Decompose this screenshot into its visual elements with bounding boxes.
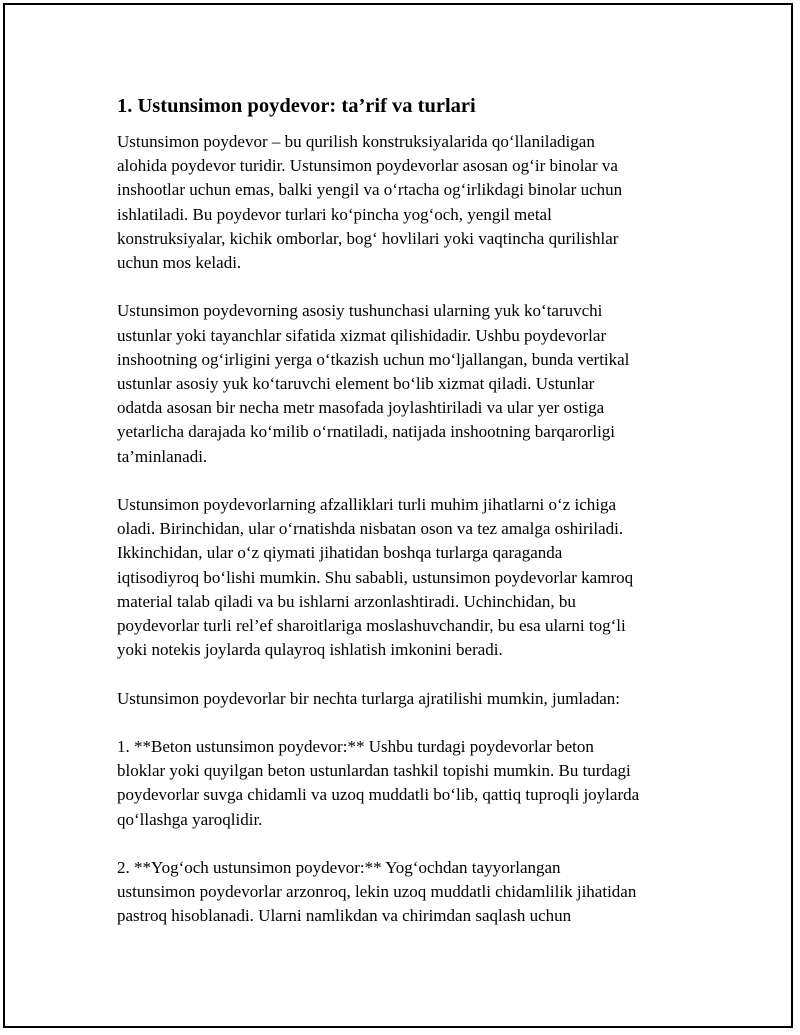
text-line: bloklar yoki quyilgan beton ustunlardan tashkil topishi mumkin. Bu turdagi (117, 761, 631, 781)
document-body (117, 93, 687, 929)
text-line: Ustunsimon poydevorlar bir nechta turlarga ajratilishi mumkin, jumladan: (117, 688, 620, 708)
text-line: Ustunsimon poydevorning asosiy tushunchasi ularning yuk ko‘taruvchi (117, 301, 603, 321)
paragraph-concept (117, 299, 687, 468)
paragraph-intro (117, 130, 687, 275)
text-line: Ikkinchidan, ular o‘z qiymati jihatidan boshqa turlarga qaraganda (117, 543, 563, 563)
text-line: iqtisodiyroq bo‘lishi mumkin. Shu sababli, ustunsimon poydevorlar kamroq (117, 567, 634, 587)
text-line: poydevorlar suvga chidamli va uzoq muddatli bo‘lib, qattiq tuproqli joylarda (117, 785, 640, 805)
text-line: odatda asosan bir necha metr masofada joylashtiriladi va ular yer ostiga (117, 398, 605, 418)
text-line: yetarlicha darajada ko‘milib o‘rnatiladi, natijada inshootning barqarorligi (117, 422, 616, 442)
text-line: ishlatiladi. Bu poydevor turlari ko‘pincha yog‘och, yengil metal (117, 204, 552, 224)
paragraph-spacer (117, 711, 687, 735)
text-line: inshootning og‘irligini yerga o‘tkazish uchun mo‘ljallangan, bunda vertikal (117, 349, 630, 369)
paragraph-spacer (117, 832, 687, 856)
text-line: qo‘llashga yaroqlidir. (117, 809, 263, 829)
text-line: ustunlar yoki tayanchlar sifatida xizmat qilishidadir. Ushbu poydevorlar (117, 325, 607, 345)
list-item-wooden (117, 856, 687, 929)
text-line: alohida poydevor turidir. Ustunsimon poydevorlar asosan og‘ir binolar va (117, 156, 618, 176)
text-line: 1. **Beton ustunsimon poydevor:** Ushbu turdagi poydevorlar beton (117, 737, 594, 757)
text-line: ustunsimon poydevorlar arzonroq, lekin uzoq muddatli chidamlilik jihatidan (117, 882, 637, 902)
text-line: ustunlar asosiy yuk ko‘taruvchi element bo‘lib xizmat qiladi. Ustunlar (117, 374, 595, 394)
paragraph-spacer (117, 275, 687, 299)
paragraph-spacer (117, 662, 687, 686)
text-line: ta’minlanadi. (117, 446, 208, 466)
paragraph-types-intro (117, 687, 687, 711)
text-line: Ustunsimon poydevorlarning afzalliklari turli muhim jihatlarni o‘z ichiga (117, 495, 617, 515)
text-line: poydevorlar turli rel’ef sharoitlariga moslashuvchandir, bu esa ularni tog‘li (117, 616, 626, 636)
text-line: material talab qiladi va bu ishlarni arzonlashtiradi. Uchinchidan, bu (117, 591, 576, 611)
text-line: oladi. Birinchidan, ular o‘rnatishda nisbatan oson va tez amalga oshiriladi. (117, 519, 624, 539)
text-line: inshootlar uchun emas, balki yengil va o‘rtacha og‘irlikdagi binolar uchun (117, 180, 623, 200)
text-line: Ustunsimon poydevor – bu qurilish konstruksiyalarida qo‘llaniladigan (117, 132, 595, 151)
text-line: konstruksiyalar, kichik omborlar, bog‘ hovlilari yoki vaqtincha qurilishlar (117, 228, 619, 248)
text-line: pastroq hisoblanadi. Ularni namlikdan va chirimdan saqlash uchun (117, 906, 572, 926)
list-item-concrete (117, 735, 687, 832)
text-line: 2. **Yog‘och ustunsimon poydevor:** Yog‘ochdan tayyorlangan (117, 858, 561, 878)
text-line: yoki notekis joylarda qulayroq ishlatish imkonini beradi. (117, 640, 503, 660)
section-heading: 1. Ustunsimon poydevor: ta’rif va turlari (117, 95, 476, 117)
text-line: uchun mos keladi. (117, 253, 242, 273)
paragraph-spacer (117, 469, 687, 493)
paragraph-advantages (117, 493, 687, 662)
